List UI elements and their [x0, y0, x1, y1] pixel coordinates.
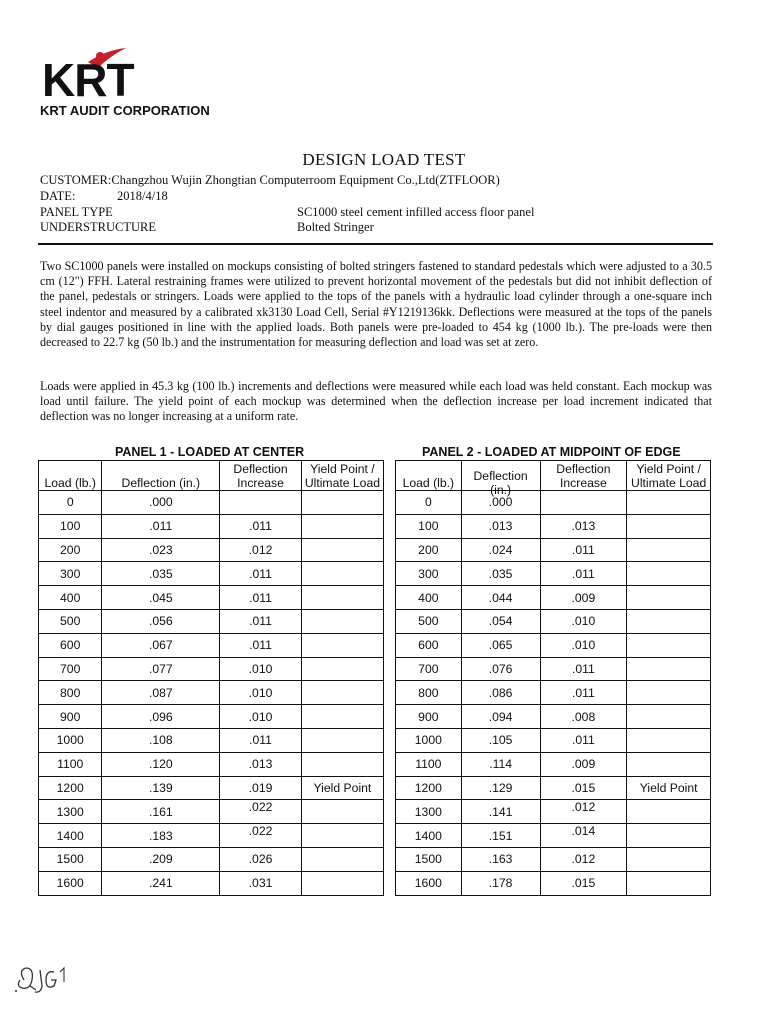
- load-cell: 1100: [396, 752, 462, 776]
- deflection-cell: .035: [461, 562, 540, 586]
- panel1-table-row: [39, 752, 384, 776]
- panel2-table-row: [396, 728, 711, 752]
- understructure-label: UNDERSTRUCTURE: [40, 220, 156, 234]
- yield-point-cell: [627, 491, 711, 515]
- deflection-increase-column-header: Deflection Increase: [540, 461, 627, 491]
- panel2-table-row: [396, 847, 711, 871]
- panel1-table-row: [39, 491, 384, 515]
- yield-point-cell: [301, 847, 383, 871]
- panel2-table-row: [396, 657, 711, 681]
- deflection-increase-cell: .022: [220, 800, 302, 824]
- load-cell: 800: [396, 681, 462, 705]
- load-cell: 700: [39, 657, 102, 681]
- panel2-table-row: [396, 681, 711, 705]
- yield-point-cell: [627, 824, 711, 848]
- deflection-increase-cell: .009: [540, 752, 627, 776]
- panel1-title: PANEL 1 - LOADED AT CENTER: [115, 445, 305, 459]
- yield-point-cell: [301, 705, 383, 729]
- deflection-increase-cell: .011: [220, 728, 302, 752]
- yield-point-cell: [627, 562, 711, 586]
- deflection-cell: .035: [102, 562, 220, 586]
- deflection-column-header: Deflection (in.): [102, 461, 220, 491]
- load-cell: 1600: [39, 871, 102, 895]
- deflection-cell: .163: [461, 847, 540, 871]
- deflection-cell: .151: [461, 824, 540, 848]
- load-cell: 500: [396, 609, 462, 633]
- panel1-table-row: [39, 824, 384, 848]
- yield-point-cell: Yield Point: [301, 776, 383, 800]
- yield-point-column-header: Yield Point / Ultimate Load: [627, 461, 711, 491]
- deflection-cell: .056: [102, 609, 220, 633]
- deflection-increase-cell: .022: [220, 824, 302, 848]
- panel2-table-row: [396, 609, 711, 633]
- yield-point-cell: [301, 586, 383, 610]
- deflection-cell: .161: [102, 800, 220, 824]
- deflection-cell: .141: [461, 800, 540, 824]
- deflection-increase-cell: .010: [220, 705, 302, 729]
- panel2-table-row: [396, 752, 711, 776]
- panel1-table-row: [39, 681, 384, 705]
- load-column-header: Load (lb.): [396, 461, 462, 491]
- deflection-cell: .114: [461, 752, 540, 776]
- deflection-cell: .105: [461, 728, 540, 752]
- deflection-increase-cell: .012: [540, 847, 627, 871]
- load-cell: 1300: [39, 800, 102, 824]
- load-cell: 400: [396, 586, 462, 610]
- yield-point-cell: [301, 538, 383, 562]
- panel1-table-row: [39, 586, 384, 610]
- load-cell: 1200: [396, 776, 462, 800]
- customer-label: CUSTOMER:: [40, 173, 112, 187]
- yield-point-cell: [301, 752, 383, 776]
- yield-point-cell: [627, 871, 711, 895]
- deflection-increase-cell: .011: [220, 609, 302, 633]
- yield-point-cell: [301, 657, 383, 681]
- deflection-cell: .241: [102, 871, 220, 895]
- deflection-increase-cell: .011: [220, 514, 302, 538]
- panel2-table-row: [396, 800, 711, 824]
- panel2-table-row: [396, 776, 711, 800]
- deflection-cell: .013: [461, 514, 540, 538]
- deflection-cell: .044: [461, 586, 540, 610]
- panel1-header-row: [39, 461, 384, 491]
- deflection-increase-cell: .031: [220, 871, 302, 895]
- deflection-increase-cell: .010: [540, 609, 627, 633]
- panel1-table: [38, 460, 384, 896]
- panel1-table-row: [39, 705, 384, 729]
- panel1-table-row: [39, 633, 384, 657]
- deflection-increase-cell: .010: [540, 633, 627, 657]
- panel2-title: PANEL 2 - LOADED AT MIDPOINT OF EDGE: [422, 445, 681, 459]
- customer-line: [40, 173, 500, 188]
- panel1-table-row: [39, 562, 384, 586]
- document-title: DESIGN LOAD TEST: [302, 150, 466, 169]
- deflection-cell: .054: [461, 609, 540, 633]
- krt-logo-graphic: [40, 48, 190, 100]
- deflection-cell: .000: [461, 491, 540, 515]
- panel1-table-row: [39, 609, 384, 633]
- panel1-table-row: [39, 847, 384, 871]
- panel1-table-row: [39, 538, 384, 562]
- deflection-cell: .096: [102, 705, 220, 729]
- yield-point-cell: [627, 752, 711, 776]
- deflection-increase-cell: .015: [540, 776, 627, 800]
- panel1-table-row: [39, 514, 384, 538]
- panel-type-value: SC1000 steel cement infilled access floor panel: [297, 205, 535, 219]
- load-cell: 200: [39, 538, 102, 562]
- deflection-increase-cell: .019: [220, 776, 302, 800]
- panel2-table-row: [396, 705, 711, 729]
- yield-point-cell: Yield Point: [627, 776, 711, 800]
- load-cell: 100: [396, 514, 462, 538]
- load-column-header: Load (lb.): [39, 461, 102, 491]
- yield-point-cell: [627, 728, 711, 752]
- load-cell: 0: [39, 491, 102, 515]
- deflection-cell: .183: [102, 824, 220, 848]
- load-cell: 700: [396, 657, 462, 681]
- deflection-increase-cell: .010: [220, 657, 302, 681]
- date-label: DATE:: [40, 189, 76, 203]
- deflection-cell: .094: [461, 705, 540, 729]
- panel2-table-row: [396, 514, 711, 538]
- panel1-table-row: [39, 776, 384, 800]
- deflection-cell: .209: [102, 847, 220, 871]
- load-cell: 400: [39, 586, 102, 610]
- yield-point-cell: [301, 491, 383, 515]
- panel2-table-row: [396, 538, 711, 562]
- yield-point-cell: [301, 514, 383, 538]
- panel2-table-body: [396, 491, 711, 896]
- load-cell: 1000: [39, 728, 102, 752]
- understructure-value: Bolted Stringer: [297, 220, 374, 234]
- load-cell: 1400: [396, 824, 462, 848]
- load-cell: 800: [39, 681, 102, 705]
- deflection-increase-cell: [540, 491, 627, 515]
- signature-icon: [10, 960, 80, 1000]
- deflection-increase-cell: .011: [540, 681, 627, 705]
- yield-point-cell: [301, 824, 383, 848]
- deflection-cell: .108: [102, 728, 220, 752]
- deflection-cell: .120: [102, 752, 220, 776]
- header-divider: [38, 243, 713, 245]
- deflection-cell: .076: [461, 657, 540, 681]
- deflection-cell: .065: [461, 633, 540, 657]
- yield-point-cell: [301, 728, 383, 752]
- deflection-cell: .087: [102, 681, 220, 705]
- yield-point-cell: [627, 800, 711, 824]
- panel2-table-row: [396, 871, 711, 895]
- load-cell: 900: [39, 705, 102, 729]
- deflection-cell: .139: [102, 776, 220, 800]
- deflection-increase-cell: .011: [540, 538, 627, 562]
- deflection-increase-cell: .013: [220, 752, 302, 776]
- deflection-cell: .045: [102, 586, 220, 610]
- panel2-table: [395, 460, 711, 896]
- deflection-cell: .024: [461, 538, 540, 562]
- company-name: KRT AUDIT CORPORATION: [40, 103, 210, 118]
- yield-point-cell: [627, 609, 711, 633]
- deflection-increase-column-header: Deflection Increase: [220, 461, 302, 491]
- deflection-increase-cell: .015: [540, 871, 627, 895]
- deflection-increase-cell: .011: [220, 633, 302, 657]
- load-cell: 500: [39, 609, 102, 633]
- yield-point-cell: [627, 847, 711, 871]
- yield-point-cell: [627, 586, 711, 610]
- deflection-increase-cell: .011: [220, 562, 302, 586]
- load-cell: 1200: [39, 776, 102, 800]
- deflection-cell: .011: [102, 514, 220, 538]
- yield-point-cell: [301, 871, 383, 895]
- load-cell: 200: [396, 538, 462, 562]
- deflection-increase-cell: .011: [220, 586, 302, 610]
- deflection-increase-cell: .014: [540, 824, 627, 848]
- handwritten-initials: [10, 960, 80, 1000]
- load-cell: 1100: [39, 752, 102, 776]
- load-cell: 900: [396, 705, 462, 729]
- deflection-cell: .086: [461, 681, 540, 705]
- load-cell: 1400: [39, 824, 102, 848]
- load-cell: 600: [396, 633, 462, 657]
- krt-logo: [40, 48, 190, 100]
- deflection-cell: .023: [102, 538, 220, 562]
- deflection-increase-cell: .011: [540, 657, 627, 681]
- load-cell: 0: [396, 491, 462, 515]
- panel2-table-row: [396, 633, 711, 657]
- load-cell: 1500: [396, 847, 462, 871]
- yield-point-cell: [301, 562, 383, 586]
- load-cell: 600: [39, 633, 102, 657]
- load-cell: 1600: [396, 871, 462, 895]
- customer-value: Changzhou Wujin Zhongtian Computerroom Equipment Co.,Ltd(ZTFLOOR): [111, 173, 500, 187]
- load-cell: 1300: [396, 800, 462, 824]
- yield-point-cell: [301, 681, 383, 705]
- deflection-increase-cell: [220, 491, 302, 515]
- panel1-table-body: [39, 491, 384, 896]
- panel1-table-row: [39, 728, 384, 752]
- panel1-table-row: [39, 871, 384, 895]
- deflection-increase-cell: .012: [220, 538, 302, 562]
- deflection-cell: .129: [461, 776, 540, 800]
- yield-point-cell: [627, 657, 711, 681]
- load-cell: 300: [39, 562, 102, 586]
- deflection-increase-cell: .026: [220, 847, 302, 871]
- deflection-cell: .077: [102, 657, 220, 681]
- yield-point-column-header: Yield Point / Ultimate Load: [301, 461, 383, 491]
- deflection-cell: .178: [461, 871, 540, 895]
- load-cell: 1000: [396, 728, 462, 752]
- yield-point-cell: [627, 633, 711, 657]
- panel2-table-row: [396, 491, 711, 515]
- panel2-header-row: [396, 461, 711, 491]
- load-cell: 100: [39, 514, 102, 538]
- panel-type-label: PANEL TYPE: [40, 205, 113, 219]
- deflection-increase-cell: .013: [540, 514, 627, 538]
- panel1-table-row: [39, 657, 384, 681]
- panel2-table-row: [396, 562, 711, 586]
- yield-point-cell: [627, 705, 711, 729]
- panel1-table-row: [39, 800, 384, 824]
- panel2-table-row: [396, 586, 711, 610]
- deflection-increase-cell: .009: [540, 586, 627, 610]
- deflection-column-header: Deflection (in.): [461, 461, 540, 491]
- deflection-increase-cell: .010: [220, 681, 302, 705]
- deflection-increase-cell: .011: [540, 562, 627, 586]
- yield-point-cell: [627, 538, 711, 562]
- method-paragraph: Two SC1000 panels were installed on mockups consisting of bolted stringers fastened to standard pedestals which were adjusted to a 30.5 cm (12") FFH. Lateral restraining frames were utilized to prevent horizontal movement of the pedestals but did not inhibit deflection of the panel, pedestals or stringers. Loads were applied to the tops of the panels with a hydraulic load cylinder through a one-square inch steel indentor and measured by a calibrated xk3130 Load Cell, Serial #Y1219136kk. Deflections were measured at the tops of the panels by dial gauges positioned in line with the applied loads. Both panels were pre-loaded to 454 kg (1000 lb.). The pre-loads were then decreased to 22.7 kg (50 lb.) and the instrumentation for measuring deflection and load was set at zero.: [40, 259, 712, 350]
- yield-point-cell: [627, 681, 711, 705]
- load-cell: 300: [396, 562, 462, 586]
- deflection-increase-cell: .008: [540, 705, 627, 729]
- load-cell: 1500: [39, 847, 102, 871]
- yield-point-cell: [301, 800, 383, 824]
- logo-text: KRT: [42, 54, 134, 100]
- deflection-cell: .000: [102, 491, 220, 515]
- deflection-increase-cell: .012: [540, 800, 627, 824]
- yield-point-cell: [301, 633, 383, 657]
- date-value: 2018/4/18: [117, 189, 168, 203]
- yield-point-cell: [301, 609, 383, 633]
- panel2-table-row: [396, 824, 711, 848]
- yield-point-cell: [627, 514, 711, 538]
- deflection-increase-cell: .011: [540, 728, 627, 752]
- procedure-paragraph: Loads were applied in 45.3 kg (100 lb.) increments and deflections were measured while each load was held constant. Each mockup was load until failure. The yield point of each mockup was determined when the deflection increase per load increment indicated that deflection was no longer increasing at a uniform rate.: [40, 379, 712, 424]
- deflection-cell: .067: [102, 633, 220, 657]
